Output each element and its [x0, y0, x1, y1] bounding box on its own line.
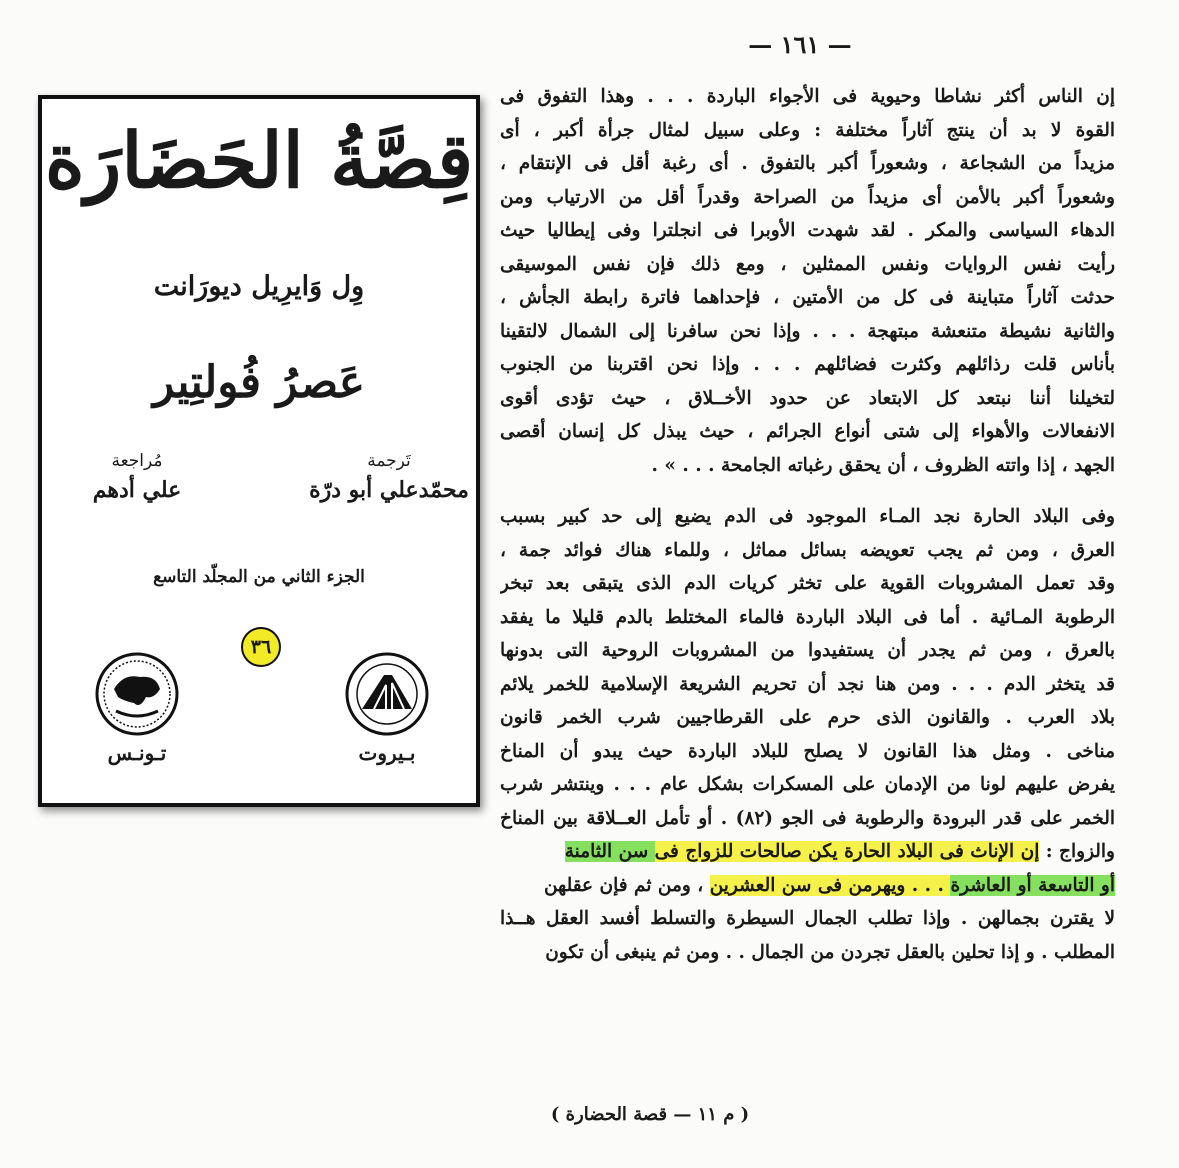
text-line: لا يقترن بجمالهن . وإذا تطلب الجمال السيطرة والتسلط أفسد العقل هــذا	[500, 908, 1115, 929]
text-line: مزيداً من الشجاعة ، وشعوراً أكبر بالتفوق . أى رغبة أقل فى الإنتقام ،	[500, 153, 1115, 174]
volume-number-badge: ٣٦	[241, 627, 281, 667]
arab-league-emblem-icon	[94, 651, 180, 737]
cover-authors: وِل وَايرِيل ديورَانت	[153, 271, 365, 302]
translator-name: محمّدعلي أبو درّة	[309, 477, 469, 503]
highlighted-line	[500, 869, 1115, 903]
page-number: — ١٦١ —	[748, 30, 852, 59]
text-line: وشعوراً أكبر بالأمن أى مزيداً من الصراحة وقدراً أقل من الارتياب ومن	[500, 186, 1115, 208]
text-line: إن الناس أكثر نشاطا وحيوية فى الأجواء الباردة . . . وهذا التفوق فى	[500, 86, 1115, 107]
text-line: الرطوبة المـائية . أما فى البلاد الباردة فالماء المختلط بالدم قليلا ما يفقد	[500, 606, 1115, 628]
cover-title: قِصَّةُ الحَضَارَة	[44, 116, 474, 205]
text-line: المطلب . و إذا تحلين بالعقل تجردن من الجمال . . ومن ثم ينبغى أن تكون	[545, 941, 1115, 963]
text-line: الدهاء السياسى والمكر . لقد شهدت الأوبرا فى انجلترا وفى إيطاليا حيث	[500, 220, 1115, 241]
cover-subtitle: عَصرُ فُولتِير	[152, 357, 365, 408]
text-line: مناخى . ومثل هذا القانون لا يصلح للبلاد الباردة حيث يبدو أن المناخ	[500, 740, 1115, 762]
text-line: والثانية نشيطة متنعشة مبتهجة . . . وإذا نحن سافرنا إلى الشمال لالتقينا	[500, 320, 1115, 342]
text-span: ، ومن ثم فإن عقلهن	[543, 874, 710, 896]
text-line: الانفعالات والأهواء إلى شتى أنواع الجرائم ، حيث يبذل كل إنسان أقصى	[500, 421, 1115, 442]
highlighted-line	[500, 835, 1115, 869]
green-highlight: أو التاسعة أو العاشرة	[950, 874, 1115, 896]
reviewer-role: مُراجعة	[111, 451, 163, 471]
city-right: بـيروت	[358, 741, 416, 765]
publisher-emblem-icon	[344, 651, 430, 737]
text-line: بلاد العرب . والقانون الذى حرم على القرطاجيين شرب الخمر قانون	[500, 707, 1115, 728]
text-line: القوة لا بد أن ينتج آثاراً مختلفة : وعلى سبيل لمثال جرأة أكبر ، أى	[500, 119, 1115, 141]
text-line: الجهد ، إذا واتته الظروف ، أن يحقق رغباته الجامحة . . . » .	[651, 454, 1115, 476]
reviewer-credit	[52, 451, 222, 503]
book-cover	[38, 95, 480, 807]
text-line: الخمر على قدر البرودة والرطوبة فى الجو (٨٢) . أو تأمل العــلاقة بين المناخ	[500, 807, 1115, 829]
yellow-highlight: . . . ويهرمن فى سن العشرين	[709, 874, 951, 896]
text-line: رأيت نفس الروايات ونفس الممثلين ، ومع ذلك فإن نفس الموسيقى	[500, 253, 1115, 275]
text-line: حدثت آثاراً متباينة فى كل من الأمتين ، فإحداهما فاترة رابطة الجأش ،	[500, 287, 1115, 308]
text-line: وقد تعمل المشروبات القوية على تخثر كريات الدم الذى يتبقى بعد تبخر	[500, 573, 1115, 594]
text-span: والزواج :	[1039, 841, 1115, 862]
page-text	[500, 80, 1115, 969]
text-line: بأناس قلت رذائلهم وكثرت فضائلهم . . . وإذا نحن اقتربنا من الجنوب	[500, 354, 1115, 375]
page-footer: ( م ١١ — قصة الحضارة )	[550, 1104, 750, 1125]
green-highlight: سن الثامنة	[564, 841, 655, 862]
text-line: بالعرق ، ومن ثم يجدر أن يستفيدوا من المشروبات الروحية التى بدونها	[500, 640, 1115, 661]
volume-line: الجزء الثاني من المجلّد التاسع	[153, 567, 365, 587]
text-line: يفرض عليهم لونا من الإدمان على المسكرات بشكل عام . . . وينتشر شرب	[500, 774, 1115, 795]
text-line: وفى البلاد الحارة نجد المـاء الموجود فى الدم يضيع إلى حد كبير بسبب	[500, 506, 1115, 527]
text-line: قد يتخثر الدم . . . ومن هنا نجد أن تحريم الشريعة الإسلامية للخمر يلائم	[500, 673, 1115, 695]
yellow-highlight: إن الإناث فى البلاد الحارة يكن صالحات للزواج فى	[654, 841, 1040, 862]
translator-credit	[304, 451, 474, 503]
text-line: العرق ، ومن ثم يجب تعويضه بسائل مماثل ، وللماء هناك فوائد جمة ،	[500, 539, 1115, 561]
reviewer-name: علي أدهم	[92, 477, 182, 503]
translator-role: تَرجمة	[367, 451, 411, 471]
text-line: لتخيلنا أننا نبتعد كل الابتعاد عن حدود الأخــلاق ، حيث تؤدى أقوى	[500, 387, 1115, 409]
city-left: تـونـس	[107, 741, 167, 765]
